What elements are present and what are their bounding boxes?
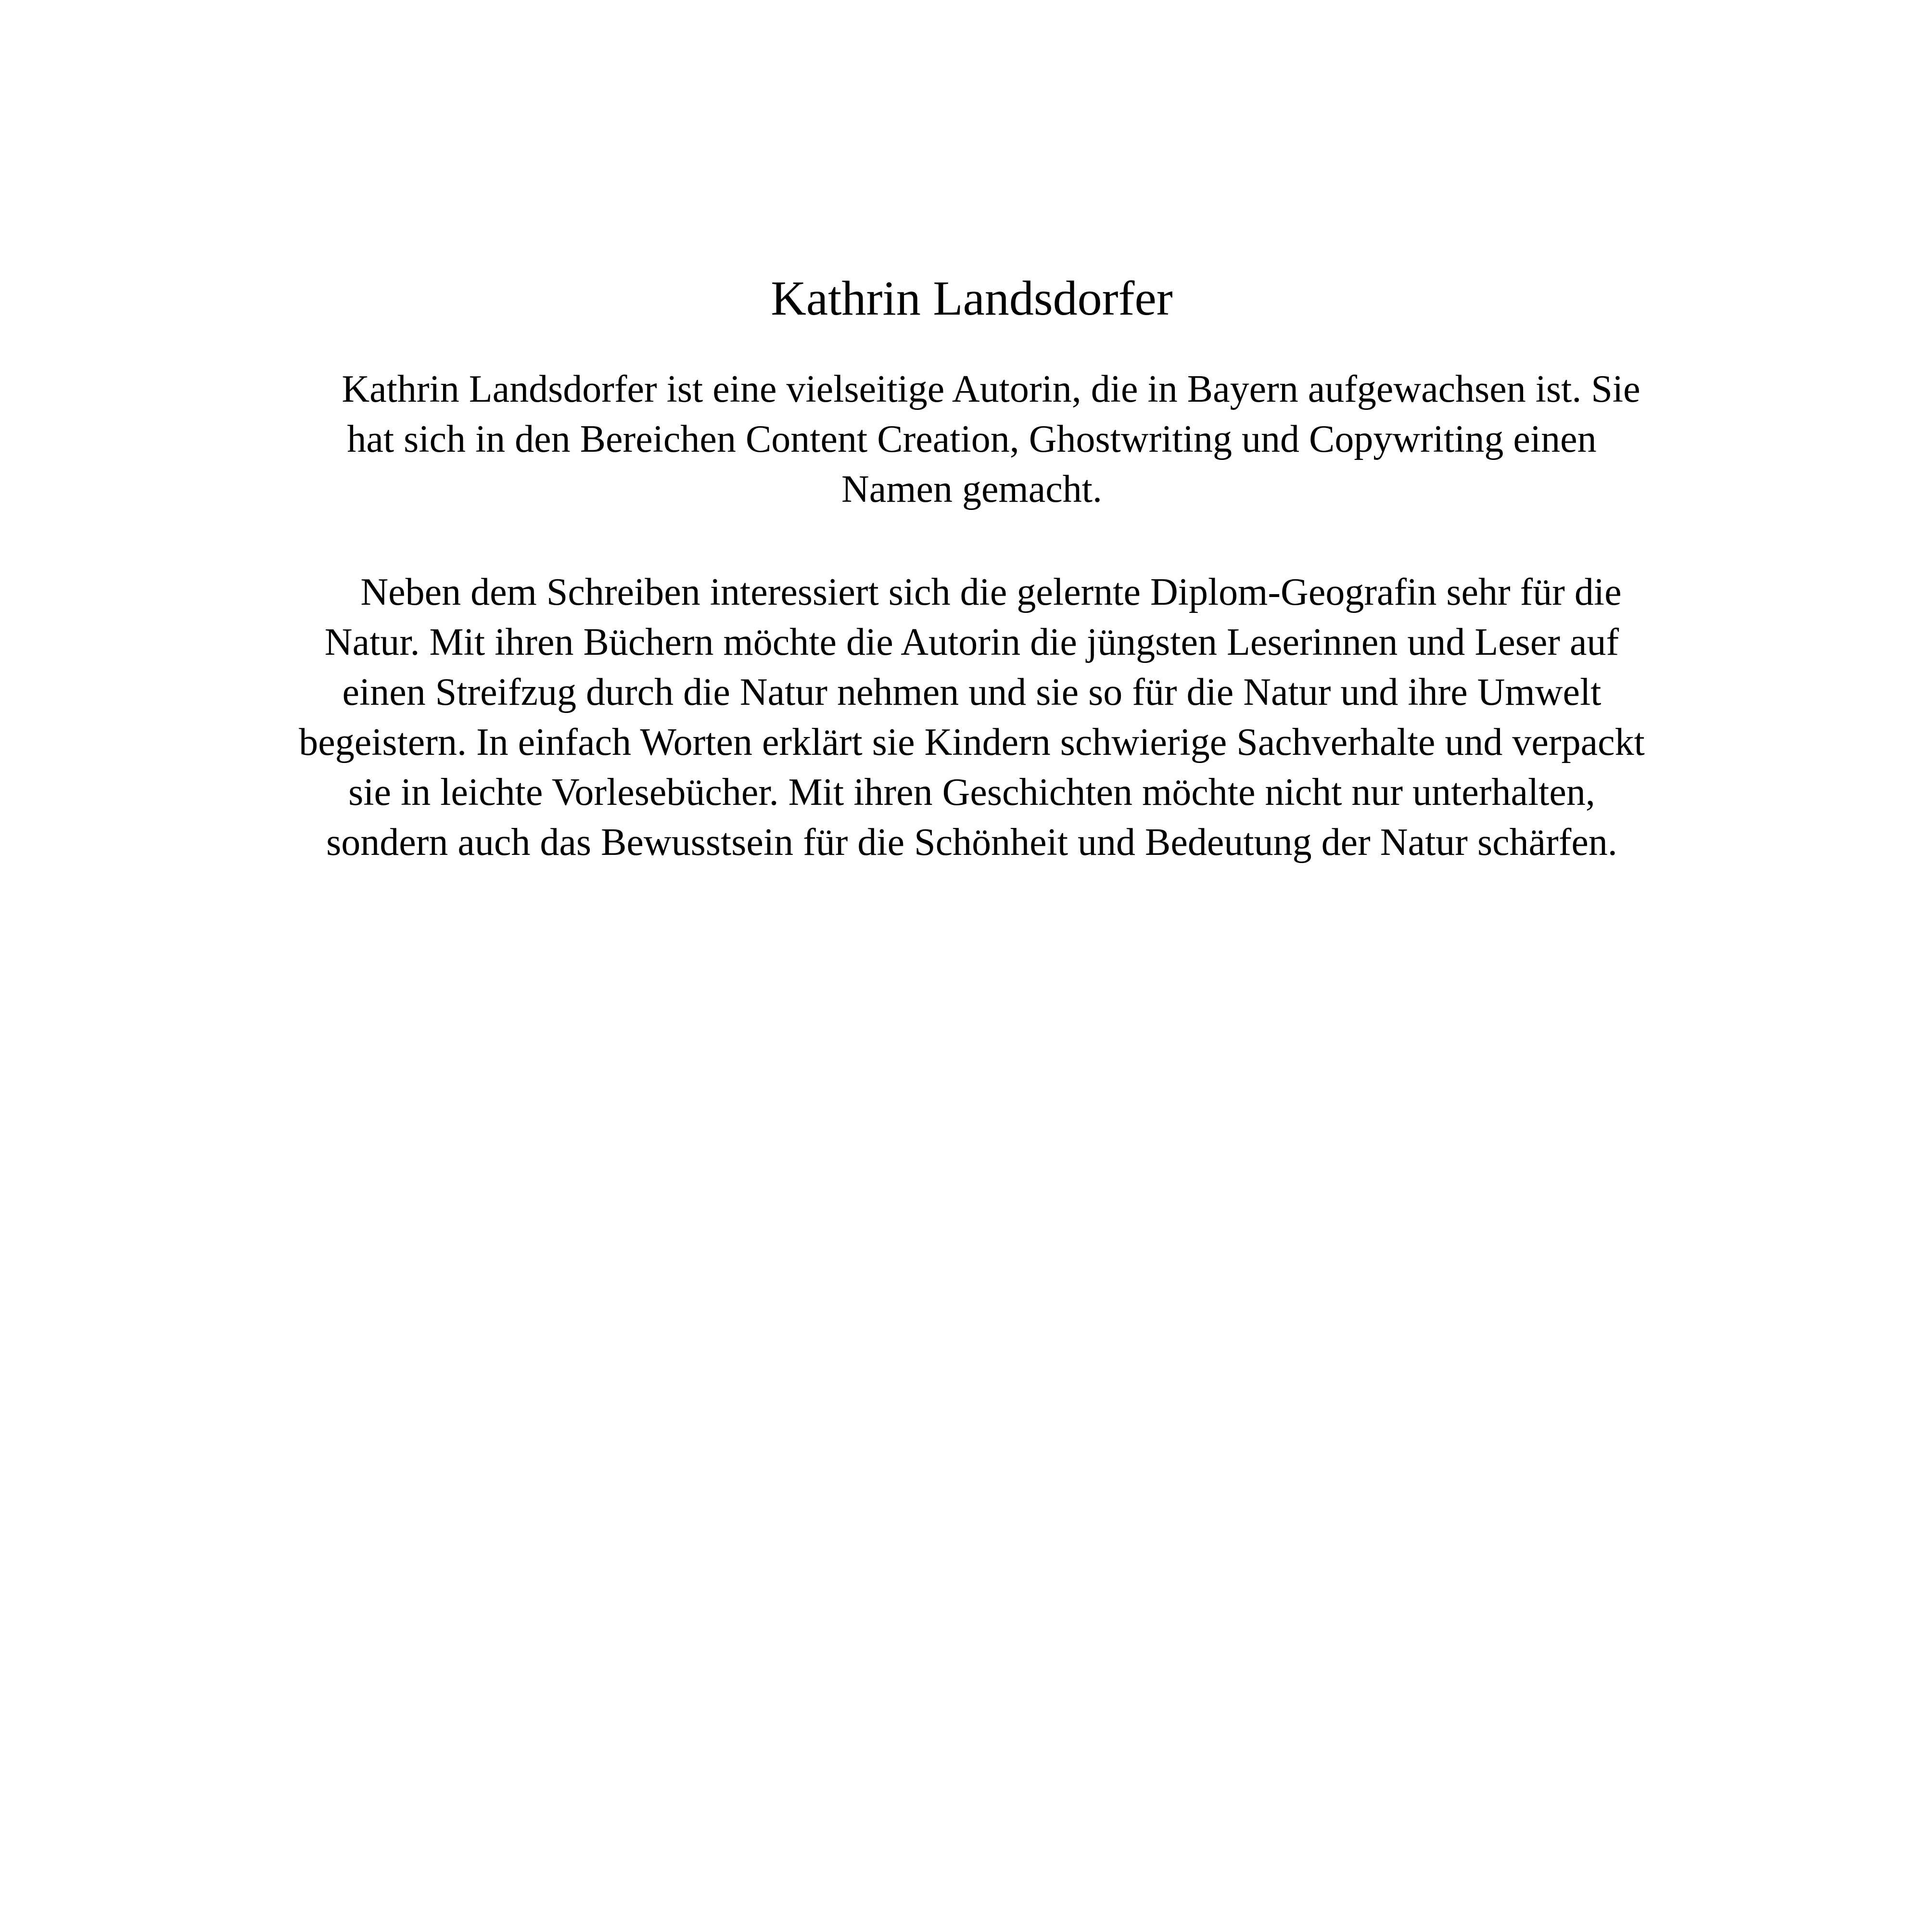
bio-paragraph-nature: Neben dem Schreiben interessiert sich die gelernte Diplom-Geografin sehr für die Natur. Mit ihren Büchern möchte die Autorin die jüngsten Leserinnen und Leser auf einen Streifzug durch die Natur nehmen und sie so für die Natur und ihre Umwelt begeistern. In einfach Worten erklärt sie Kindern schwierige Sachverhalte und verpackt sie in leichte Vorlesebücher. Mit ihren Geschichten möchte nicht nur unterhalten, sondern auch das Bewusstsein für die Schönheit und Bedeutung der Natur schärfen. xyxy=(299,571,1645,864)
author-bio-section xyxy=(289,269,1655,867)
bio-paragraph-intro: Kathrin Landsdorfer ist eine vielseitige Autorin, die in Bayern aufgewachsen ist. Sie hat sich in den Bereichen Content Creation, Ghostwriting und Copywriting einen Namen gemacht. xyxy=(342,368,1640,511)
author-name-heading: Kathrin Landsdorfer xyxy=(771,271,1173,326)
